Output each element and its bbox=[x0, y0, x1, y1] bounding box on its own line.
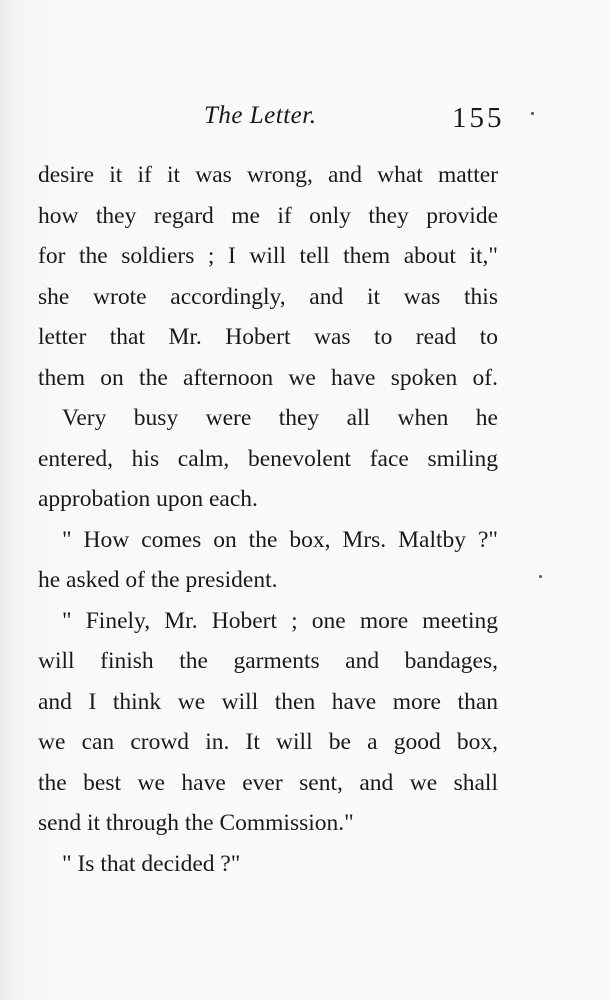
text-line-3: for the soldiers ; I will tell them about it," bbox=[38, 243, 498, 269]
text-line-18: " Is that decided ?" bbox=[62, 850, 241, 877]
text-line-10: " How comes on the box, Mrs. Maltby ?" bbox=[62, 526, 498, 553]
text-line-17: send it through the Commission." bbox=[38, 810, 354, 836]
text-line-11: he asked of the president. bbox=[38, 567, 278, 593]
print-speck bbox=[539, 575, 542, 578]
chapter-title: The Letter. bbox=[204, 102, 317, 129]
text-line-15: we can crowd in. It will be a good box, bbox=[38, 729, 498, 755]
text-line-13: will finish the garments and bandages, bbox=[38, 648, 498, 674]
text-line-1: desire it if it was wrong, and what matter bbox=[38, 162, 498, 188]
text-line-7: Very busy were they all when he bbox=[62, 405, 498, 431]
text-line-2: how they regard me if only they provide bbox=[38, 202, 498, 229]
page-number: 155 bbox=[452, 102, 505, 134]
text-line-8: entered, his calm, benevolent face smiling bbox=[38, 445, 498, 472]
text-line-9: approbation upon each. bbox=[38, 486, 258, 512]
text-line-6: them on the afternoon we have spoken of. bbox=[38, 364, 498, 391]
running-head bbox=[0, 100, 609, 140]
text-line-14: and I think we will then have more than bbox=[38, 688, 498, 715]
text-line-4: she wrote accordingly, and it was this bbox=[38, 283, 498, 310]
print-speck bbox=[531, 112, 534, 115]
text-line-5: letter that Mr. Hobert was to read to bbox=[38, 324, 498, 350]
text-line-12: " Finely, Mr. Hobert ; one more meeting bbox=[62, 607, 498, 634]
text-line-16: the best we have ever sent, and we shall bbox=[38, 769, 498, 796]
